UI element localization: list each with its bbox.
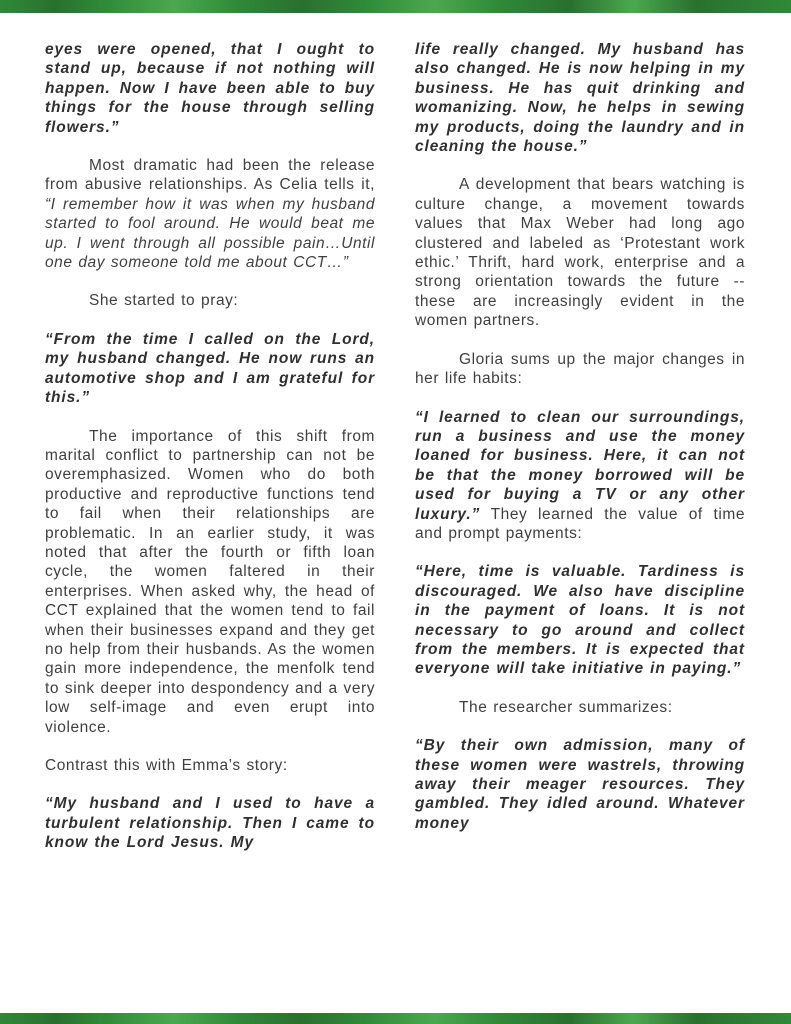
text-segment: The researcher summarizes:: [459, 698, 673, 716]
paragraph: [45, 756, 375, 775]
text-segment: “I remember how it was when my husband started to fool around. He would beat me up. I went through all possible pain…Until one day someone told me about CCT…”: [45, 195, 375, 272]
paragraph: [415, 562, 745, 678]
paragraph: [45, 40, 375, 137]
text-segment: Contrast this with Emma’s story:: [45, 757, 288, 774]
right-column: [415, 40, 745, 853]
top-decorative-band: [0, 0, 791, 13]
paragraph: [415, 350, 745, 389]
paragraph: [45, 156, 375, 272]
paragraph: [45, 427, 375, 738]
text-segment: “My husband and I used to have a turbulent relationship. Then I came to know the Lord Jesus. My: [45, 795, 375, 852]
paragraph: [415, 40, 745, 156]
bottom-decorative-band: [0, 1013, 791, 1024]
paragraph: [415, 408, 745, 544]
text-segment: They learned the value of time and prompt payments:: [415, 505, 745, 542]
text-segment: The importance of this shift from marital conflict to partnership can not be overemphasized. Women who do both productive and reproductive functions tend to fail when their relationships are problematic. In an earlier study, it was noted that after the fourth or fifth loan cycle, the women faltered in their enterprises. When asked why, the head of CCT explained that the women tend to fail when their businesses expand and they get no help from their husbands. As the women gain more independence, the menfolk tend to sink deeper into despondency and a very low self-image and even erupt into violence.: [45, 427, 375, 736]
paragraph: [45, 291, 375, 310]
paragraph: [415, 736, 745, 833]
text-segment: eyes were opened, that I ought to stand up, because if not nothing will happen. Now I have been able to buy things for the house through selling flowers.”: [45, 41, 375, 136]
page-content: [45, 40, 745, 853]
text-segment: She started to pray:: [89, 292, 239, 310]
text-segment: A development that bears watching is culture change, a movement towards values that Max Weber had long ago clustered and labeled as ‘Protestant work ethic.’ Thrift, hard work, enterprise and a strong orientation towards the future -- these are increasingly evident in the women partners.: [415, 176, 745, 330]
left-column: [45, 40, 375, 853]
text-segment: life really changed. My husband has also changed. He is now helping in my business. He has quit drinking and womanizing. Now, he helps in sewing my products, doing the laundry and in cleaning the house.”: [415, 41, 745, 156]
text-segment: “I learned to clean our surroundings, run a business and use the money loaned for business. Here, it can not be that the money borrowed will be used for buying a TV or any other luxury.”: [415, 408, 745, 523]
paragraph: [45, 330, 375, 408]
paragraph: [45, 794, 375, 852]
text-segment: “Here, time is valuable. Tardiness is discouraged. We also have discipline in the payment of loans. It is not necessary to go around and collect from the members. It is expected that everyone will take initiative in paying.”: [415, 563, 745, 678]
text-segment: “From the time I called on the Lord, my husband changed. He now runs an automotive shop and I am grateful for this.”: [45, 330, 375, 407]
text-segment: Gloria sums up the major changes in her life habits:: [415, 350, 745, 388]
text-segment: “By their own admission, many of these women were wastrels, throwing away their meager resources. They gambled. They idled around. Whatever money: [415, 737, 745, 832]
paragraph: [415, 175, 745, 330]
paragraph: [415, 698, 745, 717]
text-segment: Most dramatic had been the release from abusive relationships. As Celia tells it,: [45, 157, 375, 194]
